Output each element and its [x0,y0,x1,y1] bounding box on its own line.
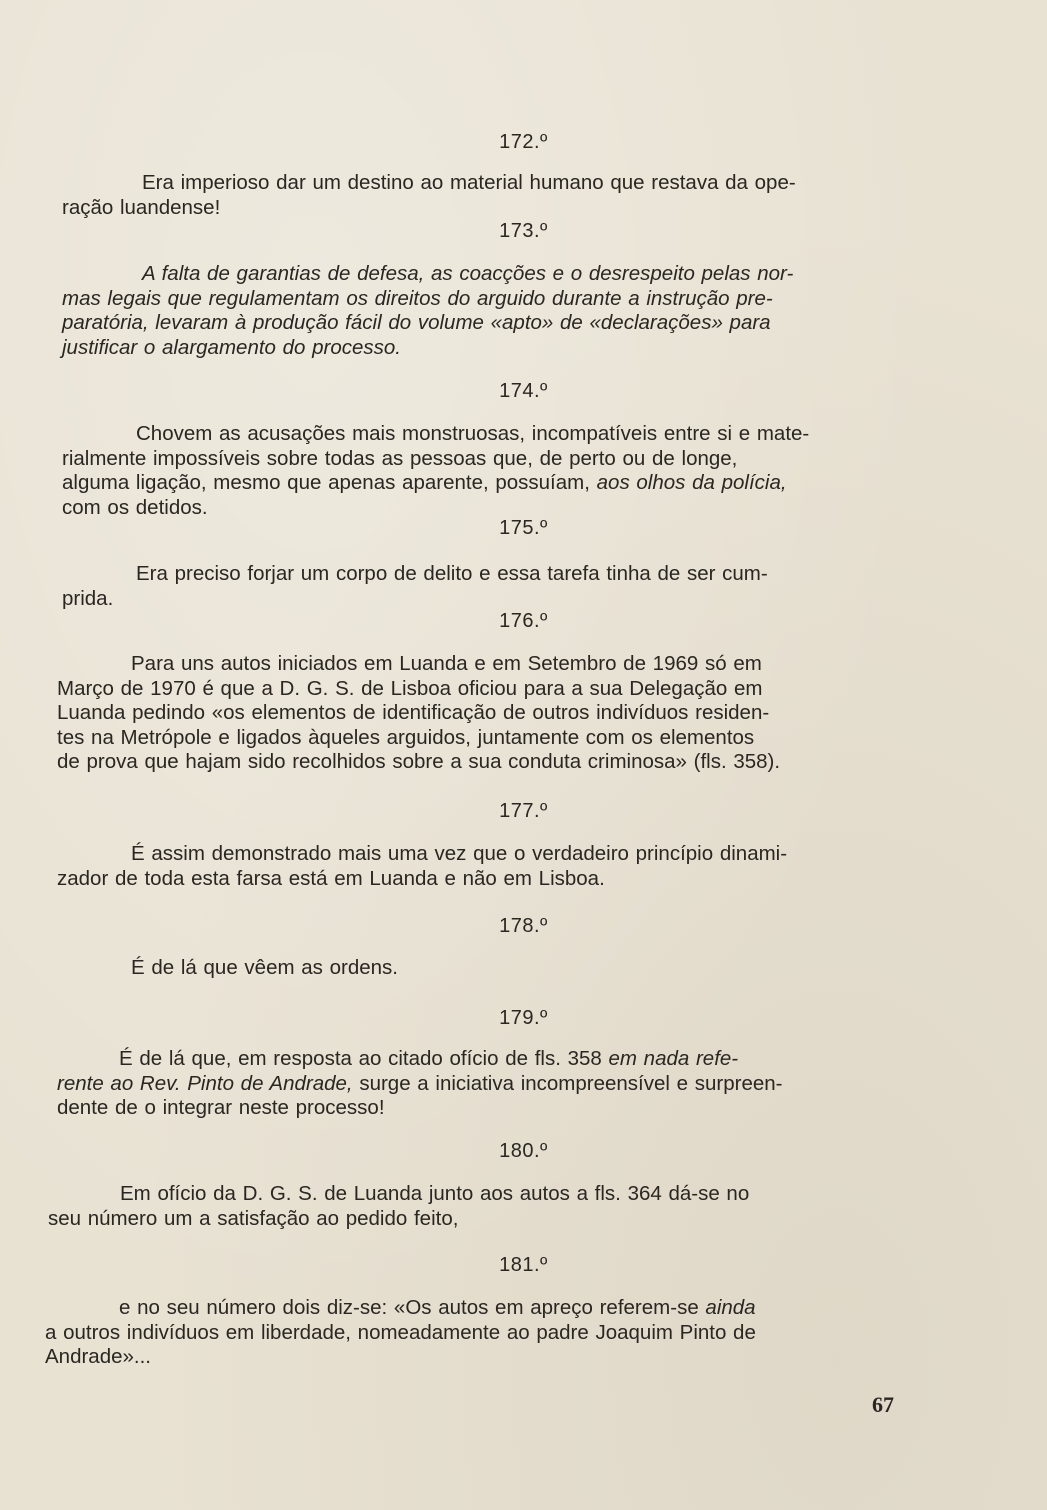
article-180-text [48,1182,908,1231]
article-number-173: 173.º [499,220,548,242]
article-178-text [57,956,921,981]
text-line: mas legais que regulamentam os direitos do arguido durante a instrução pre- [62,286,773,310]
text-line: Andrade»... [45,1345,151,1368]
italic-segment: aos olhos da polícia, [596,471,787,494]
article-number-180: 180.º [499,1140,548,1162]
text-line: ração luandense! [62,195,221,219]
text-line: A falta de garantias de defesa, as coacções e o desrespeito pelas nor- [142,262,794,285]
text-line: prida. [62,586,114,610]
article-174-text [62,422,924,520]
italic-segment: ainda [705,1296,756,1319]
article-173-text [62,262,924,360]
italic-segment: em nada refe- [608,1047,739,1070]
text-line: É de lá que vêem as ordens. [131,956,398,979]
text-line: Para uns autos iniciados em Luanda e em Setembro de 1969 só em [131,652,762,675]
text-line: de prova que hajam sido recolhidos sobre a sua conduta criminosa» (fls. 358). [57,750,781,773]
article-179-text [57,1047,921,1121]
text-segment: e no seu número dois diz-se: «Os autos em apreço referem-se [119,1296,699,1319]
article-number-178: 178.º [499,915,548,937]
text-line: tes na Metrópole e ligados àqueles arguidos, juntamente com os elementos [57,725,755,749]
article-181-text [45,1296,907,1370]
text-line: com os detidos. [62,495,208,519]
text-line: seu número um a satisfação ao pedido feito, [48,1206,459,1230]
italic-segment: rente ao Rev. Pinto de Andrade, [57,1071,353,1095]
article-number-179: 179.º [499,1007,548,1029]
article-176-text [57,652,921,775]
text-line: a outros indivíduos em liberdade, nomeadamente ao padre Joaquim Pinto de [45,1320,756,1344]
text-line: Era preciso forjar um corpo de delito e essa tarefa tinha de ser cum- [136,562,768,585]
text-segment: alguma ligação, mesmo que apenas aparente, possuíam, [62,471,590,494]
article-number-176: 176.º [499,610,548,632]
text-line [62,471,924,496]
text-segment: surge a iniciativa incompreensível e surpreen- [359,1071,783,1095]
page-number: 67 [872,1392,894,1417]
article-number-177: 177.º [499,800,548,822]
text-line: Em ofício da D. G. S. de Luanda junto aos autos a fls. 364 dá-se no [120,1182,750,1205]
text-line: Março de 1970 é que a D. G. S. de Lisboa oficiou para a sua Delegação em [57,676,763,700]
article-number-172: 172.º [499,131,548,153]
article-number-181: 181.º [499,1254,548,1276]
text-line [57,1047,921,1072]
text-line: justificar o alargamento do processo. [62,335,402,359]
text-line [57,1072,921,1097]
article-172-text [62,171,922,220]
text-line: paratória, levaram à produção fácil do volume «apto» de «declarações» para [62,311,771,334]
text-line: Luanda pedindo «os elementos de identificação de outros indivíduos residen- [57,701,770,724]
text-line: É assim demonstrado mais uma vez que o verdadeiro princípio dinami- [131,842,788,865]
article-number-174: 174.º [499,380,548,402]
text-segment: É de lá que, em resposta ao citado ofício de fls. 358 [119,1047,602,1070]
article-175-text [62,562,922,611]
text-line: Chovem as acusações mais monstruosas, incompatíveis entre si e mate- [136,422,810,445]
text-line: zador de toda esta farsa está em Luanda e não em Lisboa. [57,866,605,890]
text-line: rialmente impossíveis sobre todas as pessoas que, de perto ou de longe, [62,446,738,470]
article-number-175: 175.º [499,517,548,539]
text-line [45,1296,907,1321]
text-line: dente de o integrar neste processo! [57,1096,385,1119]
article-177-text [57,842,921,891]
text-line: Era imperioso dar um destino ao material humano que restava da ope- [142,171,796,194]
